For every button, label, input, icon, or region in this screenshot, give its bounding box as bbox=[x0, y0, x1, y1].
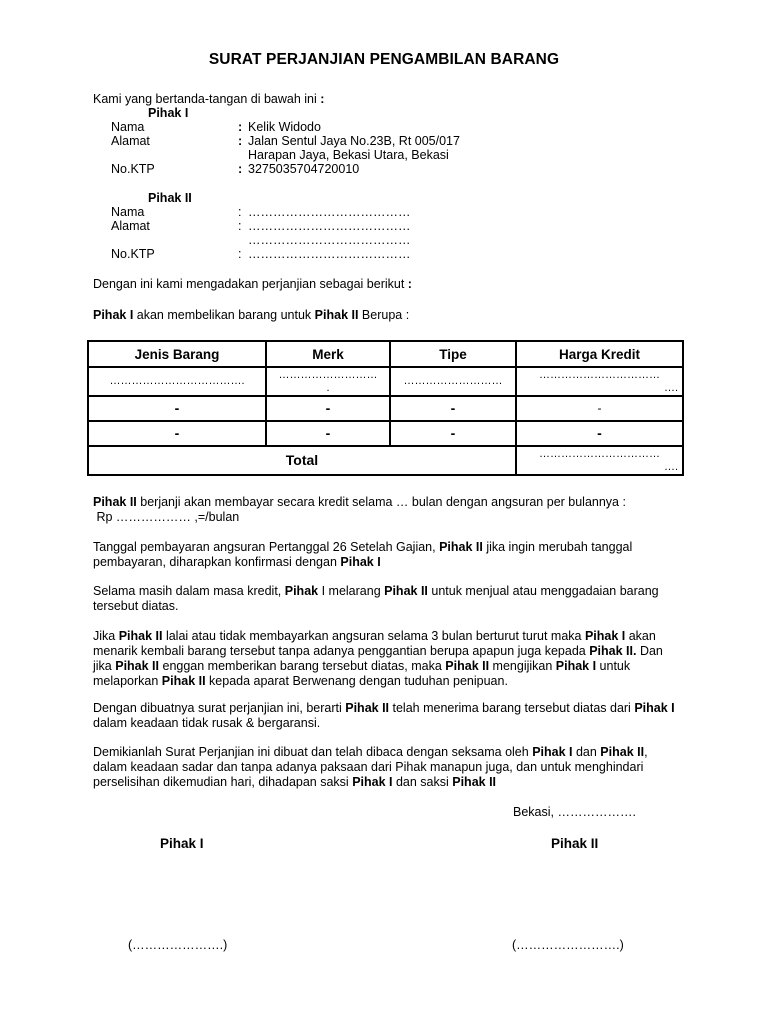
pihak2-nama-value: ………………………………… bbox=[248, 205, 411, 219]
header-harga-kredit: Harga Kredit bbox=[516, 341, 683, 367]
purchase-line bbox=[93, 308, 409, 323]
paragraph-kredit bbox=[93, 495, 683, 525]
pihak1-heading: Pihak I bbox=[148, 106, 189, 120]
pihak1-ktp-colon: : bbox=[238, 162, 243, 176]
demikian-t2: dan bbox=[572, 745, 601, 759]
document-title: SURAT PERJANJIAN PENGAMBILAN BARANG bbox=[208, 51, 560, 68]
cell-tipe: - bbox=[390, 396, 516, 421]
table-row bbox=[88, 367, 683, 396]
purchase-end: Berupa : bbox=[358, 308, 410, 322]
paragraph-demikian bbox=[93, 745, 683, 790]
intro-colon: : bbox=[320, 92, 325, 106]
cell-harga-line2: …. bbox=[663, 381, 678, 394]
pihak2-nama-colon: : bbox=[238, 205, 242, 219]
signature-label-pihak1: Pihak I bbox=[160, 836, 204, 851]
cell-merk-line2: . bbox=[326, 381, 330, 394]
dengan-t3: dalam keadaan tidak rusak & bergaransi. bbox=[93, 716, 321, 730]
table-row bbox=[88, 421, 683, 446]
dengan-t2: telah menerima barang tersebut diatas dari bbox=[389, 701, 635, 715]
cell-harga: - bbox=[516, 421, 683, 446]
selama-pihak: Pihak bbox=[284, 584, 319, 598]
agreement-intro-text: Dengan ini kami mengadakan perjanjian sebagai berikut bbox=[93, 277, 405, 291]
tanggal-pihak1: Pihak I bbox=[340, 555, 381, 569]
header-merk: Merk bbox=[266, 341, 390, 367]
pihak1-alamat-colon: : bbox=[238, 134, 243, 148]
kredit-pihak2: Pihak II bbox=[93, 495, 137, 509]
agreement-intro bbox=[93, 277, 412, 292]
intro-line bbox=[93, 92, 324, 107]
cell-harga-line1: …………………………… bbox=[539, 368, 660, 381]
total-label: Total bbox=[88, 446, 516, 475]
pihak1-ktp-label: No.KTP bbox=[111, 162, 155, 176]
pihak1-alamat-value-1: Jalan Sentul Jaya No.23B, Rt 005/017 bbox=[248, 134, 460, 148]
demikian-t4: dan saksi bbox=[392, 775, 453, 789]
selama-pihak2: Pihak II bbox=[384, 584, 428, 598]
cell-tipe bbox=[390, 367, 516, 396]
selama-text-2: untuk menjual atau menggadaian barang tersebut diatas. bbox=[93, 584, 659, 613]
jika-b2: Pihak I bbox=[584, 629, 626, 643]
cell-jenis-value: ………………………………. bbox=[109, 375, 245, 387]
cell-jenis: - bbox=[88, 421, 266, 446]
jika-t3: akan menarik kembali barang tersebut tanpa adanya penggantian berupa apapun juga kepada bbox=[93, 629, 656, 658]
pihak2-alamat-value-1: ………………………………… bbox=[248, 219, 411, 233]
pihak2-alamat-label: Alamat bbox=[111, 219, 150, 233]
purchase-mid: akan membelikan barang untuk bbox=[133, 308, 315, 322]
cell-jenis: - bbox=[88, 396, 266, 421]
jika-t6: mengijikan bbox=[489, 659, 556, 673]
demikian-t1: Demikianlah Surat Perjanjian ini dibuat dan telah dibaca dengan seksama oleh bbox=[93, 745, 533, 759]
cell-tipe-value: ……………………… bbox=[403, 375, 503, 387]
tanggal-pihak2: Pihak II bbox=[439, 540, 483, 554]
jika-t8: kepada aparat Berwenang dengan tuduhan penipuan. bbox=[205, 674, 508, 688]
cell-harga bbox=[516, 367, 683, 396]
agreement-intro-colon: : bbox=[407, 277, 412, 291]
pihak2-nama-label: Nama bbox=[111, 205, 145, 219]
paragraph-tanggal bbox=[93, 540, 683, 570]
place-date: Bekasi, ………………. bbox=[513, 805, 636, 819]
table-total-row bbox=[88, 446, 683, 475]
tanggal-text-2: jika ingin merubah tanggal pembayaran, diharapkan konfirmasi dengan bbox=[93, 540, 633, 569]
kredit-rp-line: Rp ……………… ,=/bulan bbox=[93, 510, 240, 524]
demikian-t3: , dalam keadaan sadar dan tanpa adanya paksaan dari Pihak manapun juga, dan untuk menghindari perselisihan dikemudian hari, dihadapan saksi bbox=[93, 745, 648, 789]
paragraph-jika bbox=[93, 629, 683, 689]
signature-blank-pihak1: (………………….) bbox=[128, 938, 228, 952]
paragraph-dengan bbox=[93, 701, 683, 731]
table-header-row bbox=[88, 341, 683, 367]
pihak2-ktp-label: No.KTP bbox=[111, 247, 155, 261]
total-value-line2: …. bbox=[663, 460, 678, 473]
pihak2-ktp-value: ………………………………… bbox=[248, 247, 411, 261]
pihak2-alamat-colon: : bbox=[238, 219, 242, 233]
cell-merk-line1: ……………………… bbox=[278, 368, 378, 381]
purchase-pihak1: Pihak I bbox=[93, 308, 134, 322]
pihak2-ktp-colon: : bbox=[238, 247, 242, 261]
dengan-b1: Pihak II bbox=[345, 701, 390, 715]
demikian-b3: Pihak I bbox=[352, 775, 393, 789]
signature-blank-pihak2: (…………………….) bbox=[512, 938, 624, 952]
total-value bbox=[516, 446, 683, 475]
jika-b7: Pihak II bbox=[161, 674, 206, 688]
jika-t7: untuk melaporkan bbox=[93, 659, 631, 688]
jika-t4: Dan jika bbox=[93, 644, 663, 673]
jika-b3: Pihak II. bbox=[589, 644, 637, 658]
purchase-pihak2: Pihak II bbox=[314, 308, 359, 322]
selama-text-1: Selama masih dalam masa kredit, bbox=[93, 584, 285, 598]
intro-text: Kami yang bertanda-tangan di bawah ini bbox=[93, 92, 317, 106]
cell-merk: - bbox=[266, 396, 390, 421]
cell-harga: - bbox=[516, 396, 683, 421]
demikian-b2: Pihak II bbox=[600, 745, 645, 759]
pihak1-alamat-value-2: Harapan Jaya, Bekasi Utara, Bekasi bbox=[248, 148, 449, 162]
jika-b4: Pihak II bbox=[115, 659, 160, 673]
pihak2-heading: Pihak II bbox=[148, 191, 192, 205]
jika-t1: Jika bbox=[93, 629, 119, 643]
kredit-text: berjanji akan membayar secara kredit selama … bulan dengan angsuran per bulannya : bbox=[136, 495, 626, 509]
table-row bbox=[88, 396, 683, 421]
jika-b5: Pihak II bbox=[445, 659, 490, 673]
pihak1-nama-label: Nama bbox=[111, 120, 145, 134]
items-table bbox=[87, 340, 684, 476]
dengan-t1: Dengan dibuatnya surat perjanjian ini, berarti bbox=[93, 701, 346, 715]
dengan-b2: Pihak I bbox=[634, 701, 675, 715]
cell-merk bbox=[266, 367, 390, 396]
signature-label-pihak2: Pihak II bbox=[551, 836, 599, 851]
pihak1-alamat-label: Alamat bbox=[111, 134, 150, 148]
jika-t2: lalai atau tidak membayarkan angsuran selama 3 bulan berturut turut maka bbox=[162, 629, 585, 643]
tanggal-text-1: Tanggal pembayaran angsuran Pertanggal 26 Setelah Gajian, bbox=[93, 540, 440, 554]
header-tipe: Tipe bbox=[390, 341, 516, 367]
paragraph-selama bbox=[93, 584, 683, 614]
cell-jenis bbox=[88, 367, 266, 396]
selama-i-melarang: I melarang bbox=[318, 584, 385, 598]
jika-t5: enggan memberikan barang tersebut diatas, maka bbox=[159, 659, 446, 673]
jika-b6: Pihak I bbox=[555, 659, 597, 673]
total-value-line1: …………………………… bbox=[539, 447, 660, 460]
demikian-b4: Pihak II bbox=[452, 775, 497, 789]
header-jenis-barang: Jenis Barang bbox=[88, 341, 266, 367]
pihak1-ktp-value: 3275035704720010 bbox=[248, 162, 360, 176]
pihak1-nama-colon: : bbox=[238, 120, 243, 134]
cell-tipe: - bbox=[390, 421, 516, 446]
pihak1-nama-value: Kelik Widodo bbox=[248, 120, 321, 134]
demikian-b1: Pihak I bbox=[532, 745, 573, 759]
pihak2-alamat-value-2: ………………………………… bbox=[248, 233, 411, 247]
jika-b1: Pihak II bbox=[118, 629, 163, 643]
cell-merk: - bbox=[266, 421, 390, 446]
